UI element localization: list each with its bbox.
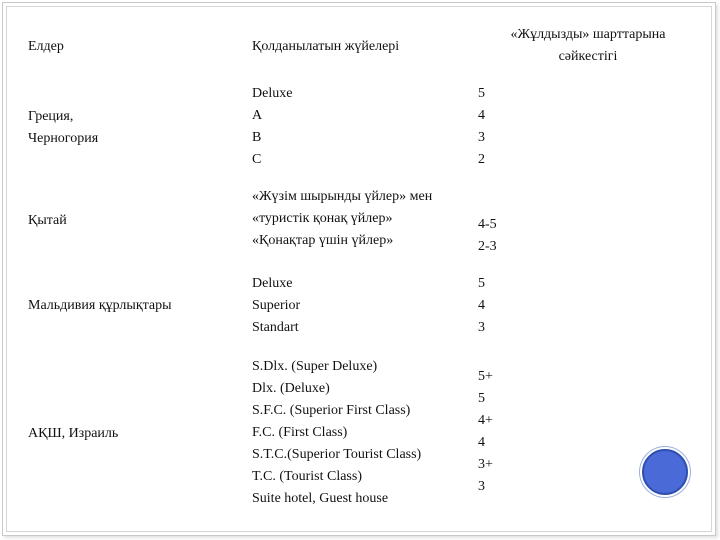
row-1-star: 5 xyxy=(478,86,485,101)
row-4-system: S.Dlx. (Super Deluxe) xyxy=(252,359,378,374)
row-4-system: F.C. (First Class) xyxy=(252,425,348,440)
row-4-stars xyxy=(478,366,493,498)
row-1-systems xyxy=(252,83,292,171)
row-2-systems xyxy=(252,186,432,252)
row-1-country-line: Греция, xyxy=(28,109,74,124)
header-countries: Елдер xyxy=(28,39,64,54)
row-1-country xyxy=(28,106,98,150)
row-2-system: «Қонақтар үшін үйлер» xyxy=(252,233,394,248)
row-2-country xyxy=(28,210,67,232)
row-3-star: 4 xyxy=(478,298,485,313)
row-1-system: C xyxy=(252,152,262,167)
row-4-country-line: АҚШ, Израиль xyxy=(28,426,119,441)
row-1-star: 4 xyxy=(478,108,485,123)
header-stars-line2: сәйкестігі xyxy=(558,49,618,64)
row-4-star: 4+ xyxy=(478,413,493,428)
row-3-system: Standart xyxy=(252,320,299,335)
row-4-system: S.F.C. (Superior First Class) xyxy=(252,403,411,418)
row-2-country-line: Қытай xyxy=(28,213,67,228)
row-2-star: 4-5 xyxy=(478,217,497,232)
row-3-system: Superior xyxy=(252,298,301,313)
row-4-system: S.T.C.(Superior Tourist Class) xyxy=(252,447,422,462)
header-stars xyxy=(470,24,706,68)
row-3-systems xyxy=(252,273,300,339)
header-systems: Қолданылатын жүйелері xyxy=(252,39,400,54)
row-1-star: 2 xyxy=(478,152,485,167)
row-2-system: «туристік қонақ үйлер» xyxy=(252,211,393,226)
row-3-country xyxy=(28,295,172,317)
row-4-country xyxy=(28,423,118,445)
row-4-system: Suite hotel, Guest house xyxy=(252,491,389,506)
row-1-star: 3 xyxy=(478,130,485,145)
row-4-star: 3 xyxy=(478,479,485,494)
row-4-systems xyxy=(252,356,421,510)
row-2-system: «Жүзім шырынды үйлер» мен xyxy=(252,189,433,204)
row-3-stars xyxy=(478,273,485,339)
decorative-circle-icon xyxy=(642,449,688,495)
row-4-system: Dlx. (Deluxe) xyxy=(252,381,330,396)
row-2-stars xyxy=(478,214,497,258)
row-3-system: Deluxe xyxy=(252,276,293,291)
row-3-star: 3 xyxy=(478,320,485,335)
row-1-system: A xyxy=(252,108,263,123)
row-3-country-line: Мальдивия құрлықтары xyxy=(28,298,172,313)
row-1-country-line: Черногория xyxy=(28,131,99,146)
row-3-star: 5 xyxy=(478,276,485,291)
header-stars-line1: «Жұлдызды» шарттарына xyxy=(510,27,666,42)
row-4-star: 5+ xyxy=(478,369,493,384)
row-2-star: 2-3 xyxy=(478,239,497,254)
row-4-system: T.C. (Tourist Class) xyxy=(252,469,362,484)
row-1-stars xyxy=(478,83,485,171)
row-1-system: Deluxe xyxy=(252,86,293,101)
row-4-star: 5 xyxy=(478,391,485,406)
row-4-star: 4 xyxy=(478,435,485,450)
row-4-star: 3+ xyxy=(478,457,493,472)
row-1-system: B xyxy=(252,130,262,145)
